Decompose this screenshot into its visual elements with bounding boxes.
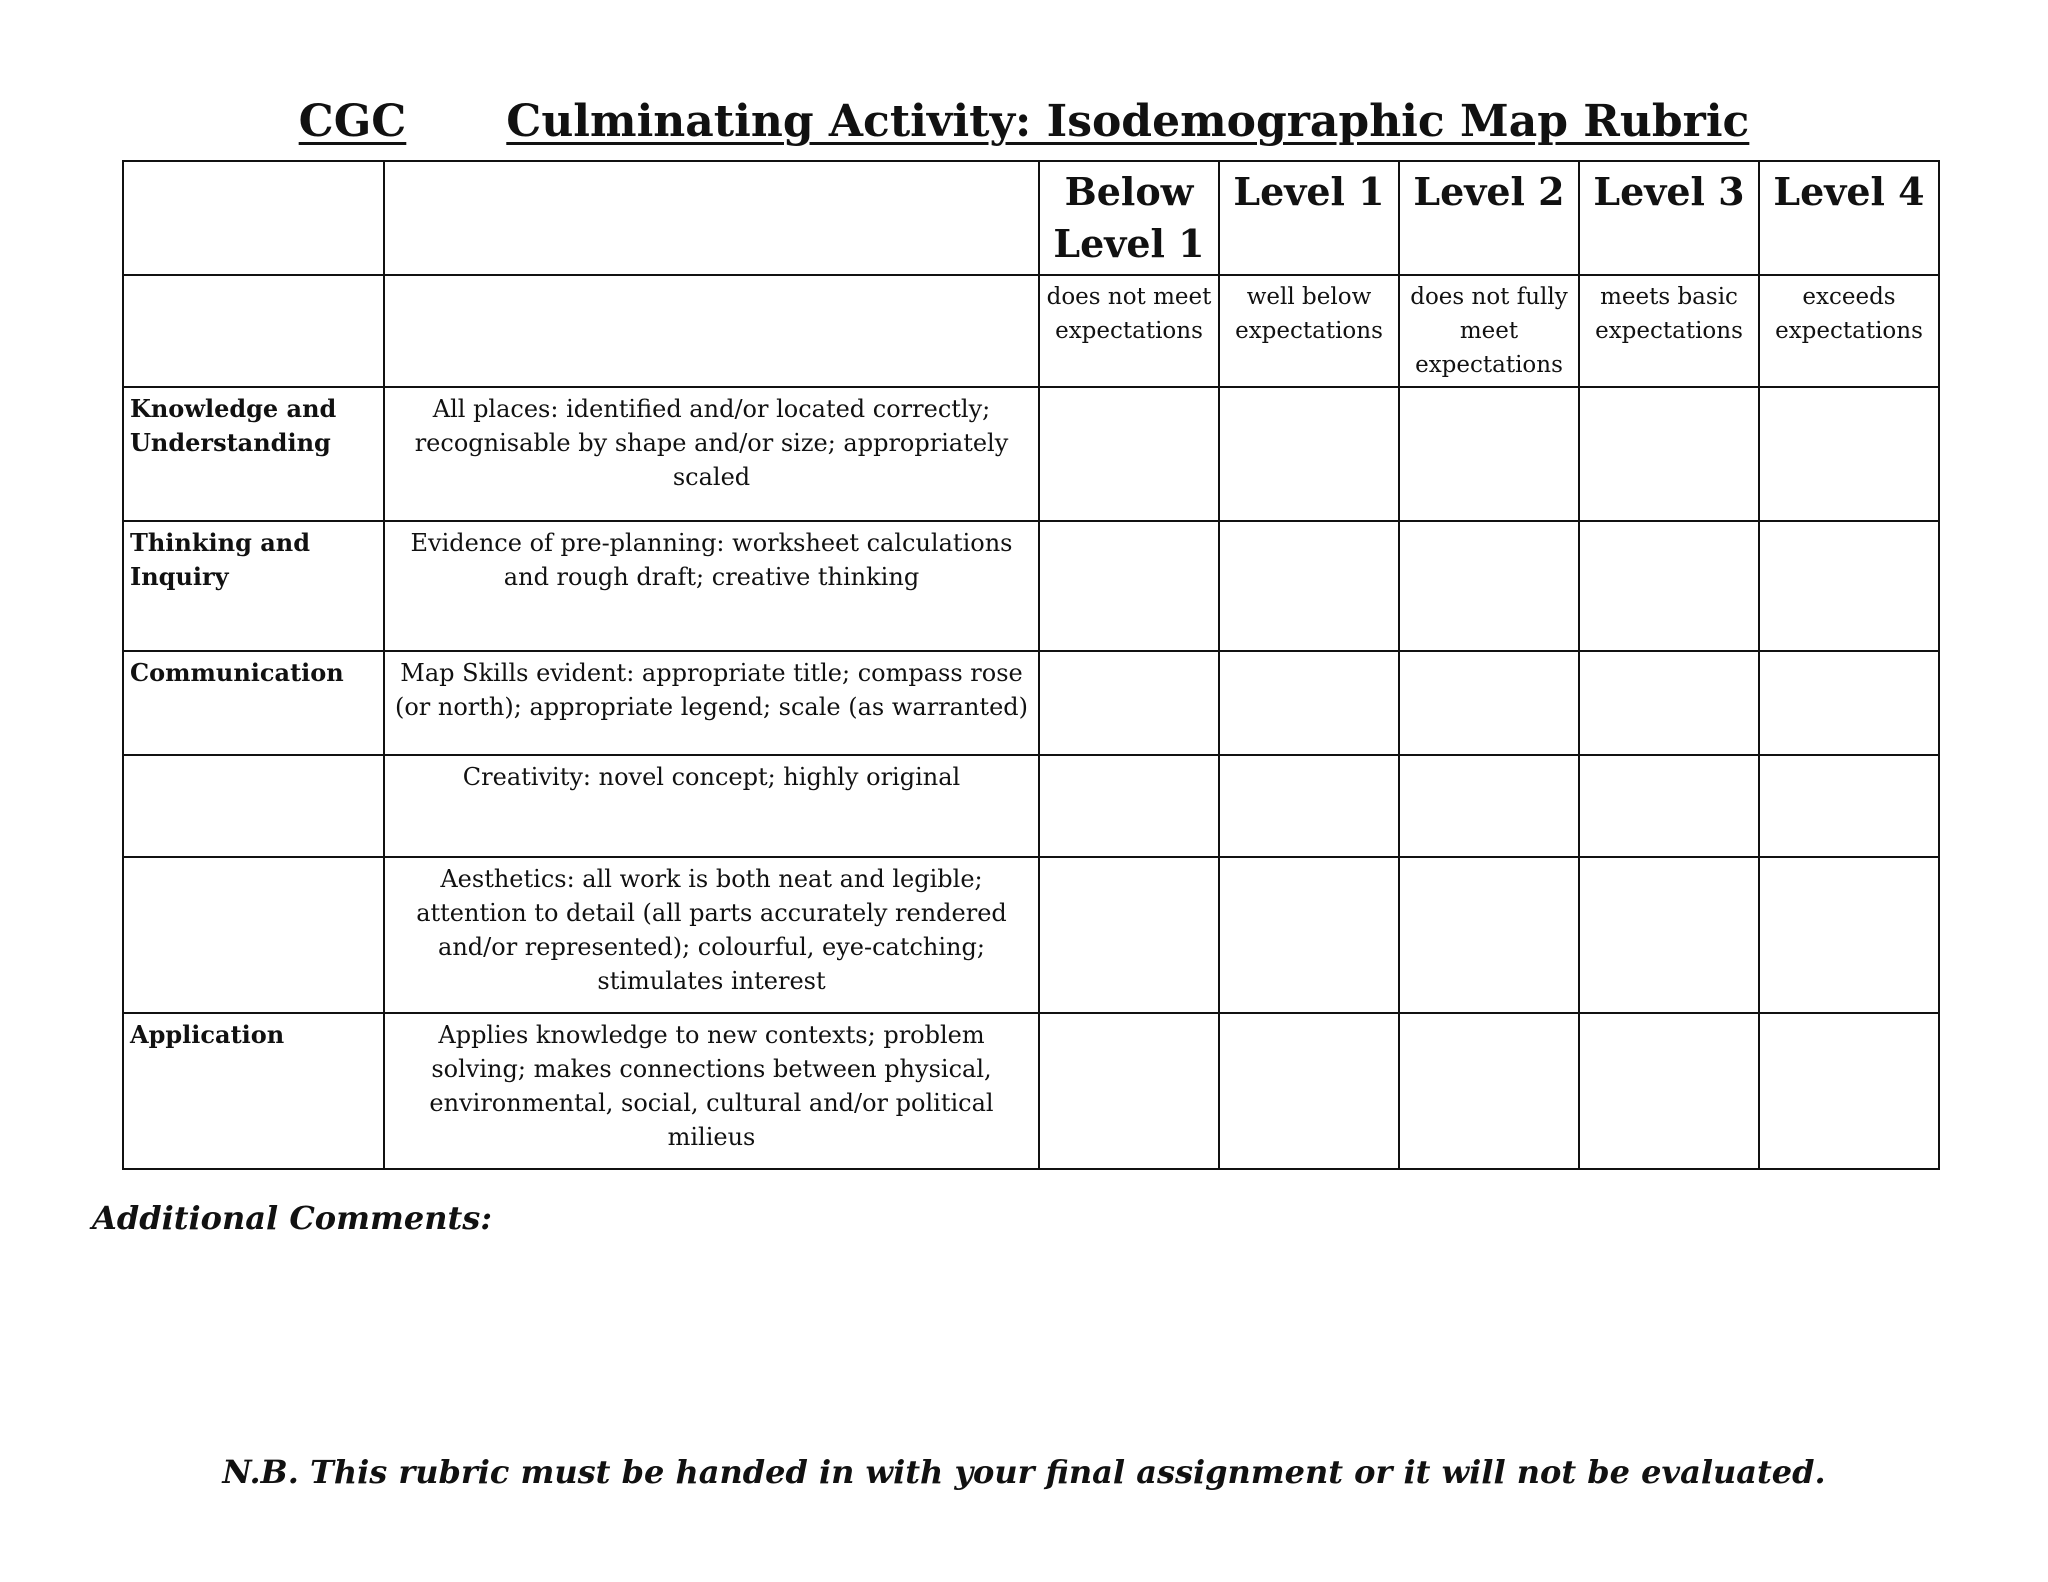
score-cell[interactable]: [1399, 857, 1579, 1013]
category-cell: Knowledge and Understanding: [123, 387, 384, 521]
score-cell[interactable]: [1399, 651, 1579, 755]
header-blank-cell: [123, 161, 384, 275]
score-cell[interactable]: [1759, 651, 1939, 755]
score-cell[interactable]: [1579, 857, 1759, 1013]
score-cell[interactable]: [1039, 1013, 1219, 1169]
table-row: [123, 755, 1939, 857]
criteria-cell: Map Skills evident: appropriate title; compass rose (or north); appropriate legend; scale (as warranted): [384, 651, 1039, 755]
level-description: well below expectations: [1219, 275, 1399, 387]
score-cell[interactable]: [1039, 857, 1219, 1013]
score-cell[interactable]: [1579, 1013, 1759, 1169]
level-heading: Below Level 1: [1039, 161, 1219, 275]
level-header-row: [123, 161, 1939, 275]
score-cell[interactable]: [1759, 387, 1939, 521]
score-cell[interactable]: [1219, 857, 1399, 1013]
table-row: [123, 651, 1939, 755]
score-cell[interactable]: [1579, 755, 1759, 857]
score-cell[interactable]: [1039, 387, 1219, 521]
header-blank-cell: [384, 161, 1039, 275]
category-cell: [123, 755, 384, 857]
score-cell[interactable]: [1759, 755, 1939, 857]
level-description: does not meet expectations: [1039, 275, 1219, 387]
category-cell: Application: [123, 1013, 384, 1169]
score-cell[interactable]: [1039, 651, 1219, 755]
level-heading: Level 2: [1399, 161, 1579, 275]
table-row: [123, 387, 1939, 521]
score-cell[interactable]: [1399, 1013, 1579, 1169]
criteria-cell: Evidence of pre-planning: worksheet calculations and rough draft; creative thinking: [384, 521, 1039, 651]
score-cell[interactable]: [1579, 521, 1759, 651]
score-cell[interactable]: [1399, 755, 1579, 857]
score-cell[interactable]: [1219, 521, 1399, 651]
course-code: CGC: [298, 96, 407, 147]
category-cell: [123, 857, 384, 1013]
score-cell[interactable]: [1219, 1013, 1399, 1169]
additional-comments-label: Additional Comments:: [92, 1199, 493, 1237]
table-row: [123, 1013, 1939, 1169]
score-cell[interactable]: [1039, 755, 1219, 857]
level-description-row: [123, 275, 1939, 387]
category-cell: Thinking and Inquiry: [123, 521, 384, 651]
score-cell[interactable]: [1579, 651, 1759, 755]
page-title: [0, 92, 2048, 152]
score-cell[interactable]: [1579, 387, 1759, 521]
level-description: does not fully meet expectations: [1399, 275, 1579, 387]
level-heading: Level 3: [1579, 161, 1759, 275]
score-cell[interactable]: [1399, 521, 1579, 651]
criteria-cell: Applies knowledge to new contexts; problem solving; makes connections between physical, environmental, social, cultural and/or political milieus: [384, 1013, 1039, 1169]
table-row: [123, 521, 1939, 651]
header-blank-cell: [123, 275, 384, 387]
score-cell[interactable]: [1399, 387, 1579, 521]
table-row: [123, 857, 1939, 1013]
header-blank-cell: [384, 275, 1039, 387]
submission-note: N.B. This rubric must be handed in with your final assignment or it will not be evaluated.: [222, 1453, 1826, 1491]
level-heading: Level 1: [1219, 161, 1399, 275]
criteria-cell: Aesthetics: all work is both neat and legible; attention to detail (all parts accurately rendered and/or represented); colourful, eye-catching; stimulates interest: [384, 857, 1039, 1013]
category-cell: Communication: [123, 651, 384, 755]
score-cell[interactable]: [1759, 1013, 1939, 1169]
criteria-cell: All places: identified and/or located correctly; recognisable by shape and/or size; appropriately scaled: [384, 387, 1039, 521]
score-cell[interactable]: [1219, 651, 1399, 755]
level-description: meets basic expectations: [1579, 275, 1759, 387]
score-cell[interactable]: [1219, 755, 1399, 857]
rubric-title: Culminating Activity: Isodemographic Map Rubric: [506, 96, 1750, 147]
score-cell[interactable]: [1759, 857, 1939, 1013]
score-cell[interactable]: [1039, 521, 1219, 651]
rubric-table: [122, 160, 1940, 1170]
level-heading: Level 4: [1759, 161, 1939, 275]
criteria-cell: Creativity: novel concept; highly original: [384, 755, 1039, 857]
score-cell[interactable]: [1759, 521, 1939, 651]
level-description: exceeds expectations: [1759, 275, 1939, 387]
score-cell[interactable]: [1219, 387, 1399, 521]
